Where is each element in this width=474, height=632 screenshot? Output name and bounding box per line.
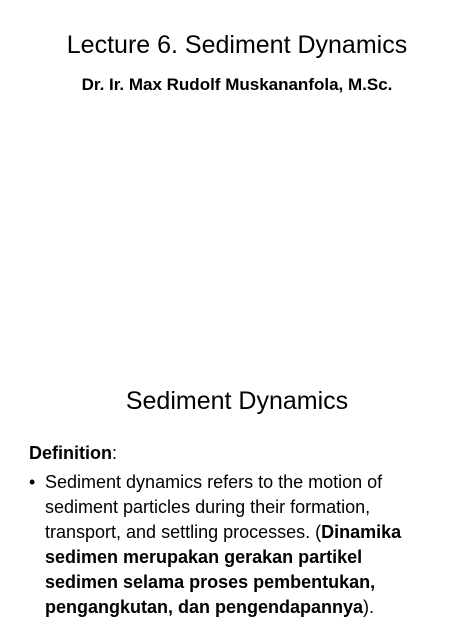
bullet-line-3 [45, 520, 459, 545]
section-title: Sediment Dynamics [125, 387, 349, 415]
author-name: Dr. Ir. Max Rudolf Muskananfola, M.Sc. [81, 75, 393, 94]
bullet-line-6 [45, 595, 459, 620]
bullet-marker: • [29, 472, 36, 492]
definition-colon: : [112, 443, 118, 463]
bullet-line-3-bold: Dinamika [321, 522, 402, 542]
bullet-line-2: sediment particles during their formation, [45, 497, 371, 517]
definition-heading [29, 441, 117, 465]
bullet-line-4: sedimen merupakan gerakan partikel [45, 547, 363, 567]
bullet-line-3-plain: transport, and settling processes. ( [45, 522, 322, 542]
bullet-line-1: Sediment dynamics refers to the motion of [45, 472, 383, 492]
bullet-line-6-bold: pengangkutan, dan pengendapannya [45, 597, 364, 617]
slide-definition [0, 316, 474, 632]
bullet-line-5: sedimen selama proses pembentukan, [45, 572, 376, 592]
bullet-text [45, 470, 459, 620]
bullet-line-6-plain: ). [363, 597, 375, 617]
lecture-title: Lecture 6. Sediment Dynamics [66, 31, 408, 59]
definition-term: Definition [29, 443, 112, 463]
